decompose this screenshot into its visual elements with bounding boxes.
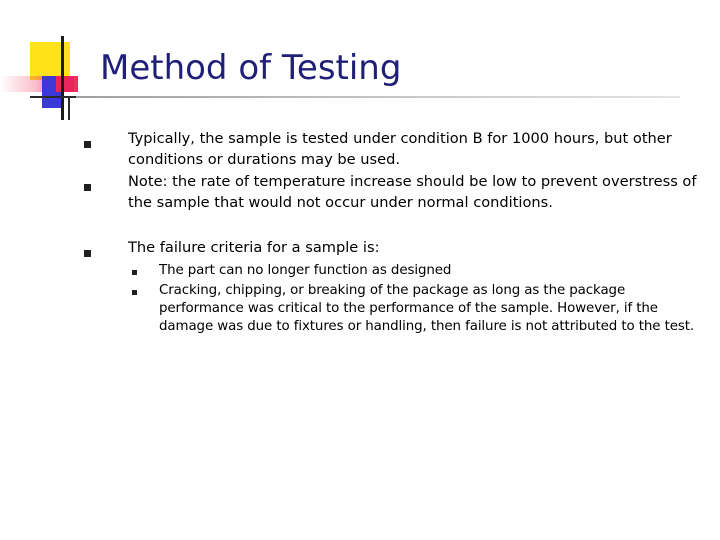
bullet-text: Note: the rate of temperature increase should be low to prevent overstress of the sample that would not occur under normal conditions.: [128, 173, 697, 211]
square-bullet-icon: [132, 270, 137, 275]
decorative-vertical-line: [61, 36, 64, 120]
decorative-yellow-square: [30, 42, 70, 80]
square-bullet-icon: [132, 290, 137, 295]
square-bullet-icon: [84, 141, 91, 148]
bullet-text: The failure criteria for a sample is:: [128, 239, 380, 256]
slide-title: Method of Testing: [100, 48, 402, 88]
sub-bullet-text: Cracking, chipping, or breaking of the package as long as the package performance was critical to the performance of the sample. However, if the damage was due to fixtures or handling, then failure is not attributed to the test.: [159, 283, 695, 334]
square-bullet-icon: [84, 184, 91, 191]
decorative-tick-line: [68, 96, 70, 120]
square-bullet-icon: [84, 250, 91, 257]
sub-bullet-text: The part can no longer function as designed: [159, 263, 452, 278]
decorative-red-square: [56, 76, 74, 92]
bullet-text: Typically, the sample is tested under condition B for 1000 hours, but other conditions or durations may be used.: [128, 130, 672, 168]
title-underline: [30, 96, 680, 98]
